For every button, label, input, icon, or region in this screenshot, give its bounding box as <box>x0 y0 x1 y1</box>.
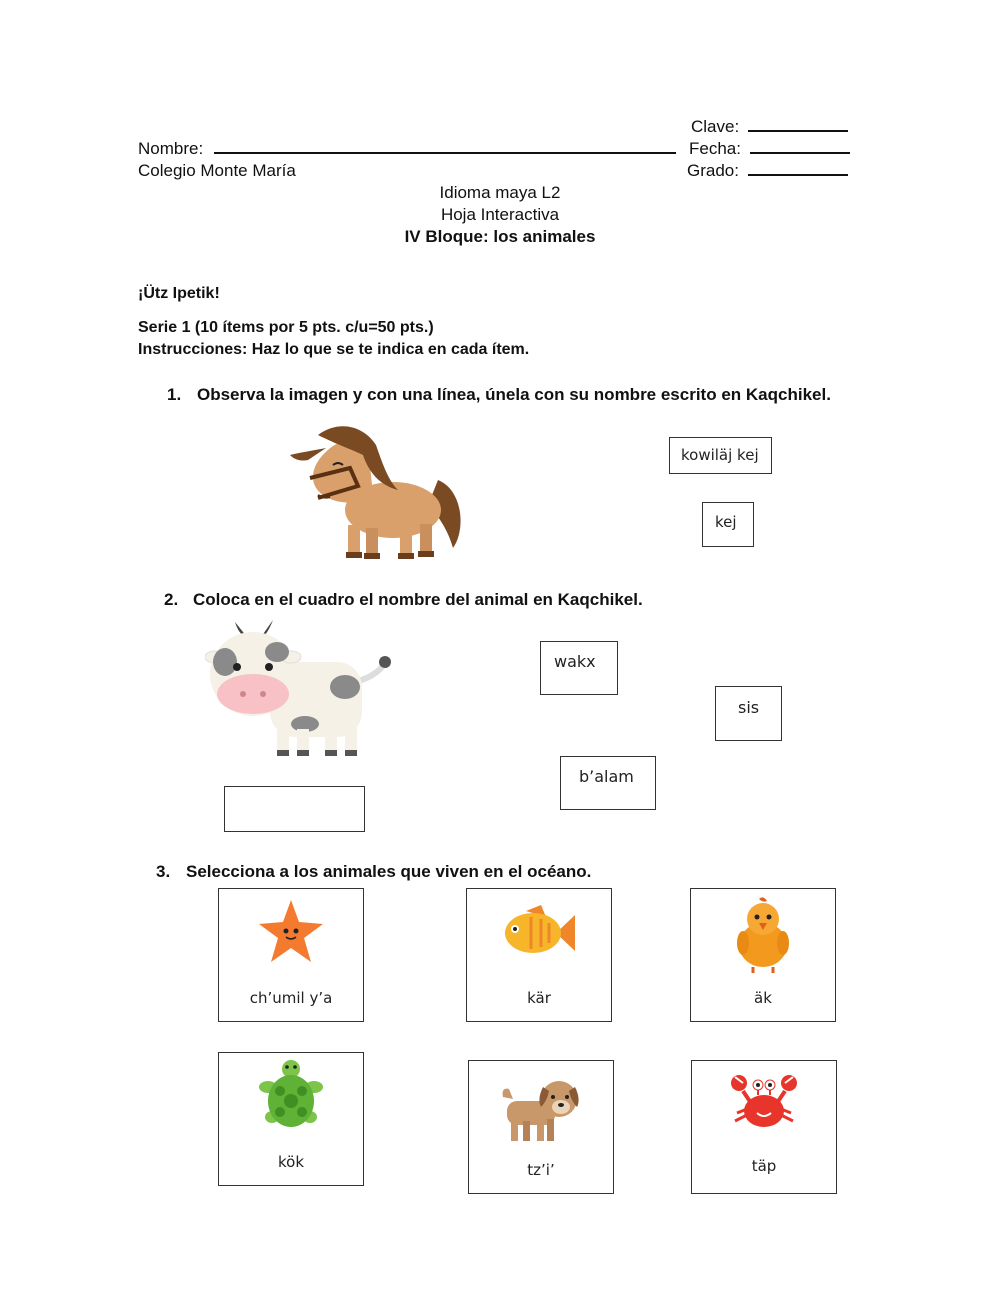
cow-image <box>205 612 395 762</box>
dog-icon <box>499 1075 583 1145</box>
card-label: kär <box>527 989 551 1007</box>
card-label: ch’umil y’a <box>249 989 333 1007</box>
course-title: Idioma maya L2 <box>439 183 561 202</box>
q3-number: 3. <box>156 862 171 881</box>
serie-text: Serie 1 (10 ítems por 5 pts. c/u=50 pts.) <box>138 319 434 336</box>
q3-card-starfish[interactable] <box>218 888 364 1022</box>
q2-answer-box[interactable] <box>224 786 365 832</box>
fecha-field[interactable] <box>750 152 850 154</box>
card-label: täp <box>751 1157 777 1175</box>
fecha-row <box>689 139 850 159</box>
greeting: ¡Ütz Ipetik! <box>138 285 220 302</box>
q3-card-chick[interactable] <box>690 888 836 1022</box>
horse-image <box>288 420 468 565</box>
bloque-title: IV Bloque: los animales <box>404 227 596 246</box>
q1-option-kej[interactable]: kej <box>702 502 754 547</box>
colegio-name: Colegio Monte María <box>138 161 296 180</box>
q2-option-sis[interactable]: sis <box>715 686 782 741</box>
turtle-icon <box>258 1059 324 1131</box>
q2-option-wakx[interactable]: wakx <box>540 641 618 695</box>
q2-text: Coloca en el cuadro el nombre del animal en Kaqchikel. <box>193 590 643 609</box>
clave-field[interactable] <box>748 130 848 132</box>
fish-icon <box>501 903 577 963</box>
q1-number: 1. <box>167 385 182 404</box>
grado-row <box>687 161 848 181</box>
q2-option-balam[interactable]: b’alam <box>560 756 656 810</box>
q1-text: Observa la imagen y con una línea, únela con su nombre escrito en Kaqchikel. <box>197 385 831 404</box>
instructions-text: Instrucciones: Haz lo que se te indica en cada ítem. <box>138 341 530 358</box>
starfish-icon <box>256 897 326 967</box>
nombre-field[interactable] <box>214 152 676 154</box>
fecha-label: Fecha: <box>689 139 741 158</box>
clave-label: Clave: <box>691 117 740 136</box>
q3-card-dog[interactable] <box>468 1060 614 1194</box>
card-label: tz’i’ <box>527 1161 555 1179</box>
sheet-title: Hoja Interactiva <box>440 205 560 224</box>
card-label: kök <box>277 1153 304 1171</box>
q3-card-crab[interactable] <box>691 1060 837 1194</box>
grado-label: Grado: <box>687 161 739 180</box>
crab-icon <box>729 1069 799 1135</box>
chick-icon <box>731 895 795 975</box>
q3-card-turtle[interactable] <box>218 1052 364 1186</box>
q3-card-fish[interactable] <box>466 888 612 1022</box>
nombre-label: Nombre: <box>138 139 204 158</box>
q2-number: 2. <box>164 590 179 609</box>
q1-option-kowilaj-kej[interactable]: kowiläj kej <box>669 437 772 474</box>
card-label: äk <box>754 989 772 1007</box>
nombre-row <box>138 139 676 159</box>
clave-row <box>691 117 848 137</box>
grado-field[interactable] <box>748 174 848 176</box>
q3-text: Selecciona a los animales que viven en el océano. <box>186 862 592 881</box>
